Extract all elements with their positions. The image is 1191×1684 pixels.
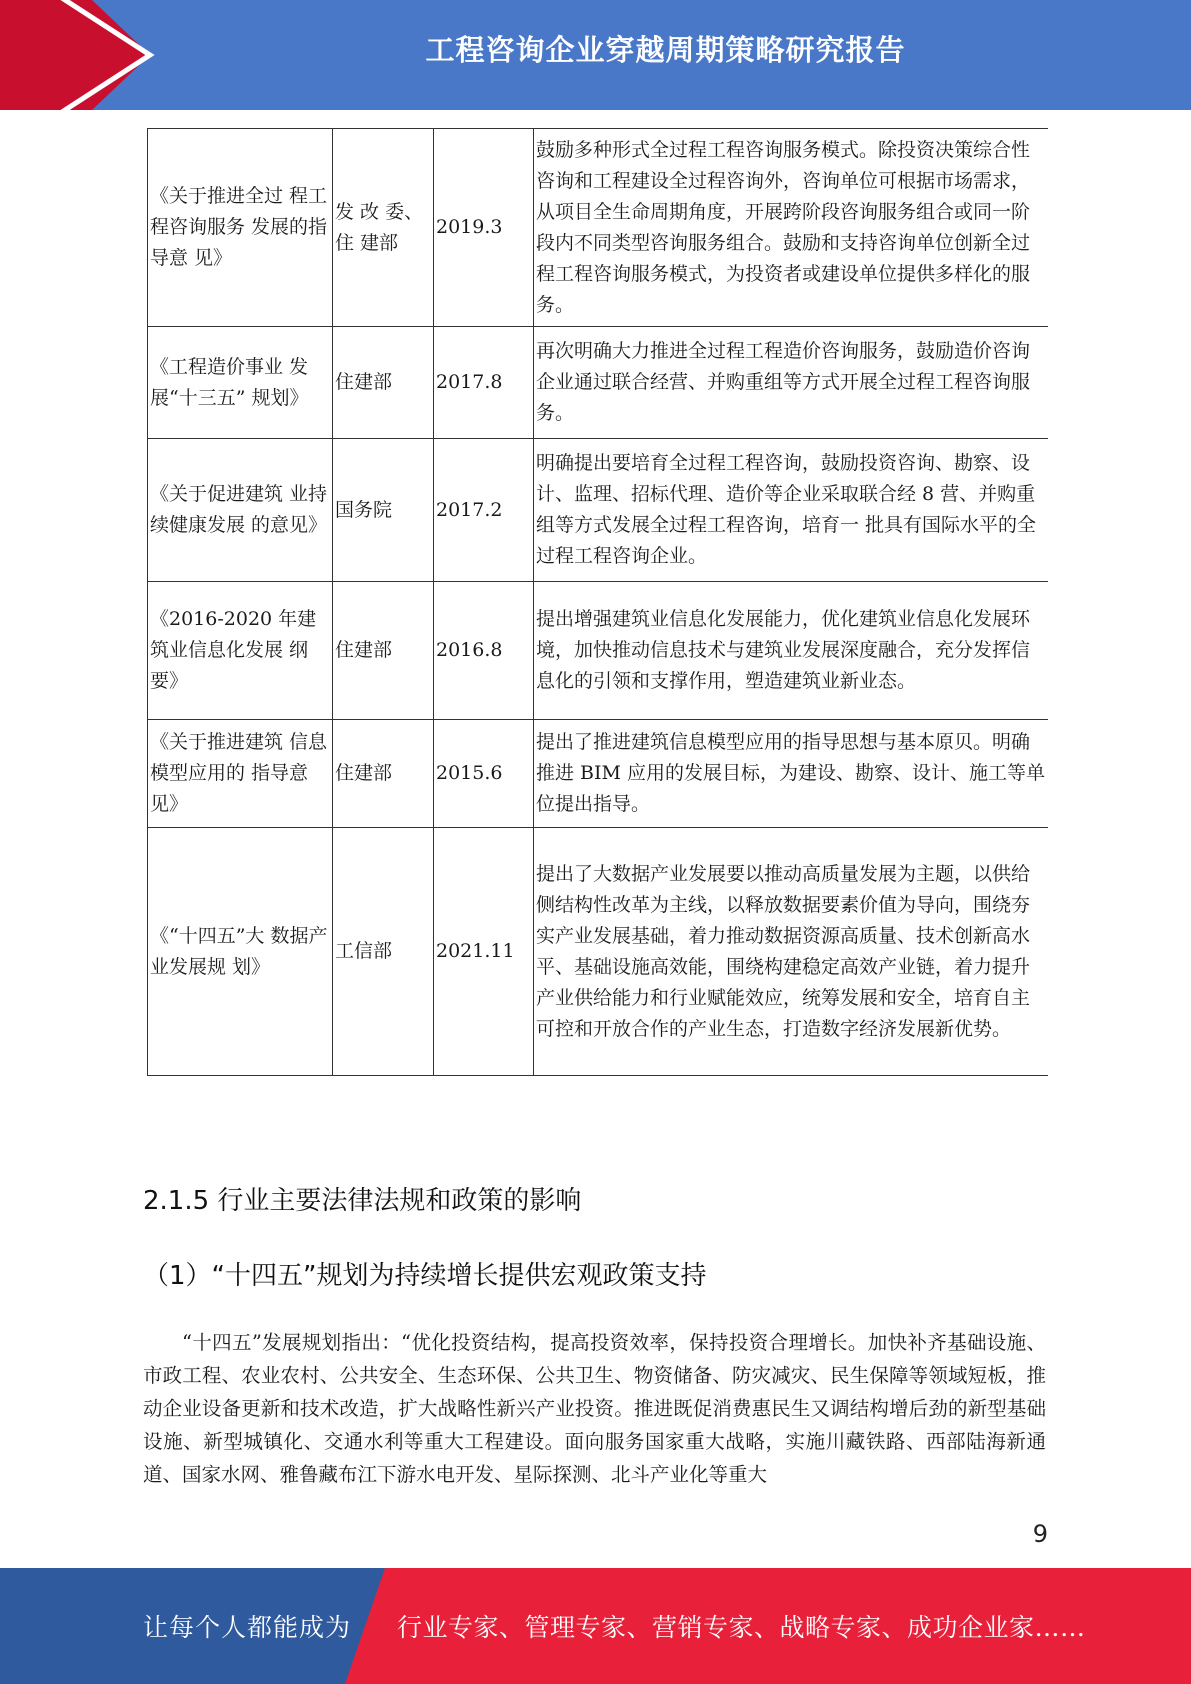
footer-slogan-lead: 让每个人都能成为 (143, 1613, 352, 1642)
policy-name-cell: 《工程造价事业 发展“十三五” 规划》 (148, 327, 333, 439)
table-row (148, 582, 1049, 720)
policy-name-cell: 《关于推进建筑 信息模型应用的 指导意见》 (148, 720, 333, 828)
policy-name-cell: 《关于推进全过 程工程咨询服务 发展的指导意 见》 (148, 129, 333, 327)
department-cell: 住建部 (333, 720, 434, 828)
content-cell: 鼓励多种形式全过程工程咨询服务模式。除投资决策综合性咨询和工程建设全过程咨询外，咨询单位可根据市场需求，从项目全生命周期角度，开展跨阶段咨询服务组合或同一阶段内不同类型咨询服务组合。鼓励和支持咨询单位创新全过程工程咨询服务模式，为投资者或建设单位提供多样化的服务。 (534, 129, 1049, 327)
page-footer (0, 1568, 1191, 1684)
date-cell: 2019.3 (434, 129, 534, 327)
section-heading: 2.1.5 行业主要法律法规和政策的影响 (143, 1186, 582, 1216)
content-cell: 提出增强建筑业信息化发展能力，优化建筑业信息化发展环境，加快推动信息技术与建筑业发展深度融合，充分发挥信息化的引领和支撑作用，塑造建筑业新业态。 (534, 582, 1049, 720)
footer-slogan-tail: 行业专家、管理专家、营销专家、战略专家、成功企业家…… (397, 1613, 1086, 1642)
content-cell: 明确提出要培育全过程工程咨询，鼓励投资咨询、勘察、设计、监理、招标代理、造价等企业采取联合经 8 营、并购重组等方式发展全过程工程咨询，培育一 批具有国际水平的全过程工程咨询企业。 (534, 439, 1049, 582)
content-cell: 再次明确大力推进全过程工程造价咨询服务，鼓励造价咨询企业通过联合经营、并购重组等方式开展全过程工程咨询服务。 (534, 327, 1049, 439)
policy-name-cell: 《关于促进建筑 业持续健康发展 的意见》 (148, 439, 333, 582)
policy-name-cell: 《2016-2020 年建 筑业信息化发展 纲要》 (148, 582, 333, 720)
page-number: 9 (1032, 1520, 1048, 1548)
policy-name-cell: 《“十四五”大 数据产业发展规 划》 (148, 828, 333, 1076)
department-cell: 国务院 (333, 439, 434, 582)
red-chevron-decoration (0, 0, 160, 110)
body-paragraph: “十四五”发展规划指出：“优化投资结构，提高投资效率，保持投资合理增长。加快补齐基础设施、市政工程、农业农村、公共安全、生态环保、公共卫生、物资储备、防灾减灾、民生保障等领域短板，推动企业设备更新和技术改造，扩大战略性新兴产业投资。推进既促消费惠民生又调结构增后劲的新型基础设施、新型城镇化、交通水利等重大工程建设。面向服务国家重大战略，实施川藏铁路、西部陆海新通道、国家水网、雅鲁藏布江下游水电开发、星际探测、北斗产业化等重大 (143, 1331, 1046, 1486)
content-cell: 提出了推进建筑信息模型应用的指导思想与基本原贝。明确推进 BIM 应用的发展目标，为建设、勘察、设计、施工等单位提出指导。 (534, 720, 1049, 828)
date-cell: 2017.8 (434, 327, 534, 439)
table-row (148, 439, 1049, 582)
subsection-heading: （1）“十四五”规划为持续增长提供宏观政策支持 (143, 1261, 707, 1291)
date-cell: 2015.6 (434, 720, 534, 828)
department-cell: 住建部 (333, 327, 434, 439)
table-row (148, 327, 1049, 439)
department-cell: 住建部 (333, 582, 434, 720)
date-cell: 2021.11 (434, 828, 534, 1076)
report-title: 工程咨询企业穿越周期策略研究报告 (425, 33, 906, 67)
date-cell: 2017.2 (434, 439, 534, 582)
page-header (0, 0, 1191, 110)
table-row (148, 828, 1049, 1076)
table-row (148, 720, 1049, 828)
content-cell: 提出了大数据产业发展要以推动高质量发展为主题，以供给侧结构性改革为主线，以释放数据要素价值为导向，围绕夯实产业发展基础，着力推动数据资源高质量、技术创新高水平、基础设施高效能，围绕构建稳定高效产业链，着力提升产业供给能力和行业赋能效应，统筹发展和安全，培育自主可控和开放合作的产业生态，打造数字经济发展新优势。 (534, 828, 1049, 1076)
date-cell: 2016.8 (434, 582, 534, 720)
table-row (148, 129, 1049, 327)
policy-table (147, 128, 1048, 1076)
department-cell: 发 改 委、住 建部 (333, 129, 434, 327)
department-cell: 工信部 (333, 828, 434, 1076)
